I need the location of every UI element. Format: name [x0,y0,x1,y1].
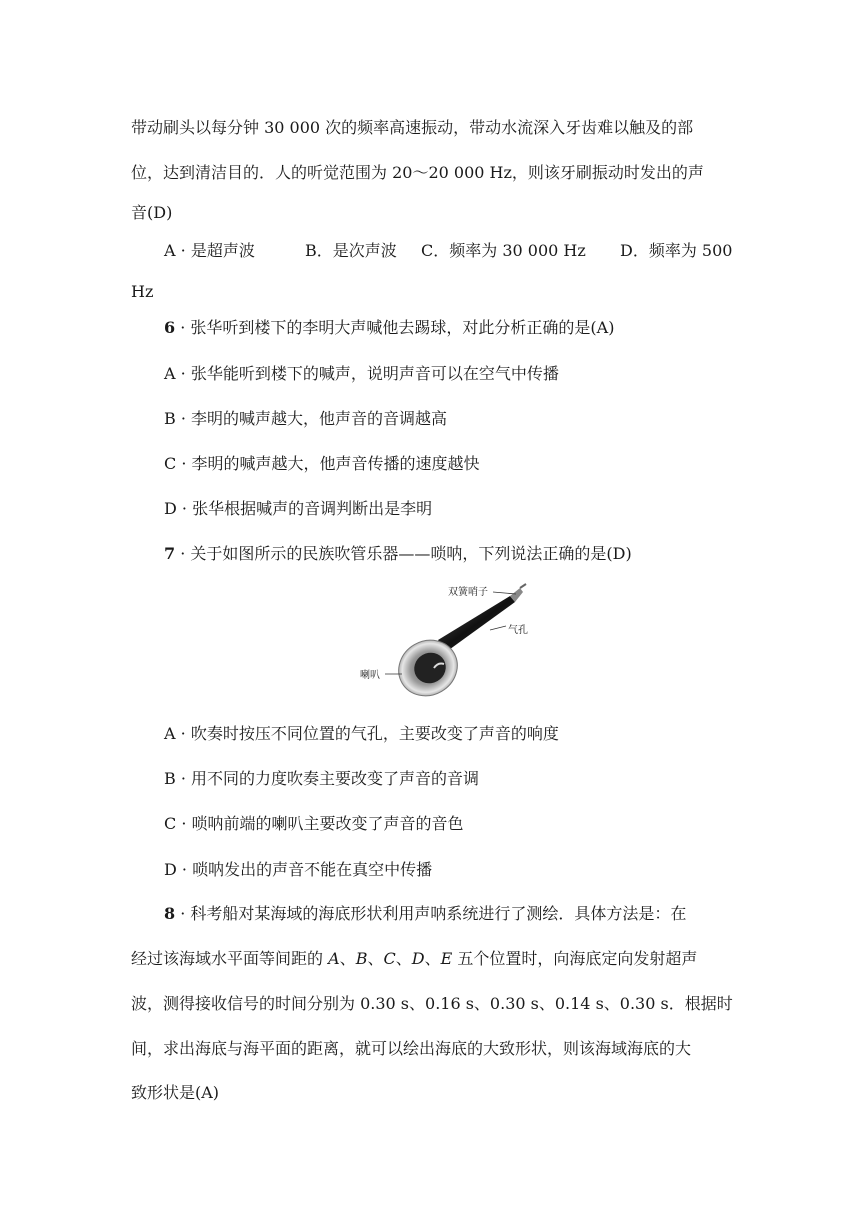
q5-line-2: 位，达到清洁目的．人的听觉范围为 20～20 000 Hz，则该牙刷振动时发出的声 [131,163,704,182]
label-air-hole: 气孔 [508,625,528,636]
q5-line-1: 带动刷头以每分钟 30 000 次的频率高速振动，带动水流深入牙齿难以触及的部 [131,118,694,137]
q8-line-4: 间，求出海底与海平面的距离，就可以绘出海底的大致形状，则该海域海底的大 [131,1039,692,1058]
q5-option-d-continued: Hz [131,282,154,301]
q8-line-3: 波，测得接收信号的时间分别为 0.30 s、0.16 s、0.30 s、0.14 s、0.30 s．根据时 [131,994,733,1013]
q6-number: 6 [164,318,176,337]
q5-option-d: D．频率为 500 [620,241,733,260]
q7-stem: 7 · 关于如图所示的民族吹管乐器——唢呐，下列说法正确的是(D) [164,544,632,563]
q7-option-c: C · 唢呐前端的喇叭主要改变了声音的音色 [164,814,464,833]
q8-line-1: 8 · 科考船对某海域的海底形状利用声呐系统进行了测绘．具体方法是：在 [164,904,687,923]
q7-option-b: B · 用不同的力度吹奏主要改变了声音的音调 [164,769,480,788]
q6-stem: 6 · 张华听到楼下的李明大声喊他去踢球，对此分析正确的是(A) [164,318,615,337]
q5-option-a: A · 是超声波 [164,241,255,260]
q6-option-d: D · 张华根据喊声的音调判断出是李明 [164,499,433,518]
q7-option-a: A · 吹奏时按压不同位置的气孔，主要改变了声音的响度 [164,724,559,743]
q7-option-d: D · 唢呐发出的声音不能在真空中传播 [164,860,433,879]
q6-option-b: B · 李明的喊声越大，他声音的音调越高 [164,409,448,428]
q8-number: 8 [164,904,176,923]
q5-option-b: B．是次声波 [305,241,397,260]
suona-body [438,596,515,652]
q7-number: 7 [164,544,176,563]
label-reed: 双簧哨子 [448,587,488,598]
label-bell: 喇叭 [360,670,380,681]
q5-option-c: C．频率为 30 000 Hz [421,241,586,260]
q8-line-2: 经过该海域水平面等间距的 A、B、C、D、E 五个位置时，向海底定向发射超声 [131,949,698,968]
q5-line-3: 音(D) [131,203,173,222]
q6-option-c: C · 李明的喊声越大，他声音传播的速度越快 [164,454,480,473]
q8-line-5: 致形状是(A) [131,1083,220,1102]
q6-option-a: A · 张华能听到楼下的喊声，说明声音可以在空气中传播 [164,364,559,383]
suona-figure [350,578,550,708]
